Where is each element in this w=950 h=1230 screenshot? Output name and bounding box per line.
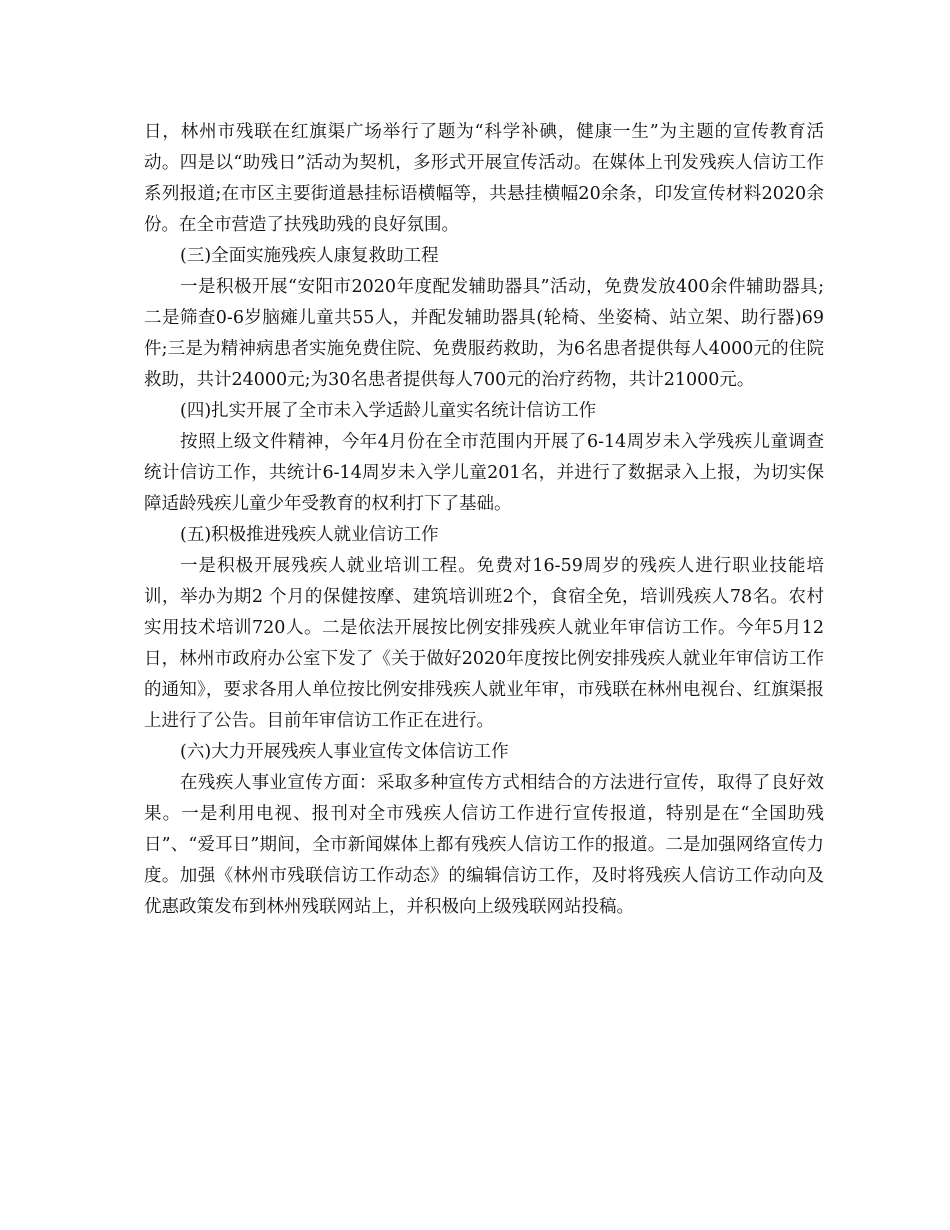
body-paragraph: 日，林州市残联在红旗渠广场举行了题为“科学补碘，健康一生”为主题的宣传教育活动。四是以“助残日”活动为契机，多形式开展宣传活动。在媒体上刊发残疾人信访工作系列报道;在市区主要街道悬挂标语横幅等，共悬挂横幅20余条，印发宣传材料2020余份。在全市营造了扶残助残的良好氛围。 bbox=[144, 122, 824, 235]
document-body bbox=[144, 117, 824, 923]
body-paragraph: 在残疾人事业宣传方面：采取多种宣传方式相结合的方法进行宣传，取得了良好效果。一是利用电视、报刊对全市残疾人信访工作进行宣传报道，特别是在“全国助残日”、“爱耳日”期间，全市新闻媒体上都有残疾人信访工作的报道。二是加强网络宣传力度。加强《林州市残联信访工作动态》的编辑信访工作，及时将残疾人信访工作动向及优惠政策发布到林州残联网站上，并积极向上级残联网站投稿。 bbox=[144, 773, 824, 917]
body-paragraph: 按照上级文件精神，今年4月份在全市范围内开展了6-14周岁未入学残疾儿童调查统计信访工作，共统计6-14周岁未入学儿童201名，并进行了数据录入上报，为切实保障适龄残疾儿童少年受教育的权利打下了基础。 bbox=[144, 432, 824, 514]
section-heading: (四)扎实开展了全市未入学适龄儿童实名统计信访工作 bbox=[180, 401, 597, 421]
section-heading: (五)积极推进残疾人就业信访工作 bbox=[180, 525, 439, 545]
body-paragraph: 一是积极开展残疾人就业培训工程。免费对16-59周岁的残疾人进行职业技能培训，举办为期2 个月的保健按摩、建筑培训班2个，食宿全免，培训残疾人78名。农村实用技术培训720人。二是依法开展按比例安排残疾人就业年审信访工作。今年5月12日，林州市政府办公室下发了《关于做好2020年度按比例安排残疾人就业年审信访工作的通知》，要求各用人单位按比例安排残疾人就业年审，市残联在林州电视台、红旗渠报上进行了公告。目前年审信访工作正在进行。 bbox=[144, 556, 824, 731]
body-paragraph: 一是积极开展“安阳市2020年度配发辅助器具”活动，免费发放400余件辅助器具;二是筛查0-6岁脑瘫儿童共55人，并配发辅助器具(轮椅、坐姿椅、站立架、助行器)69件;三是为精神病患者实施免费住院、免费服药救助，为6名患者提供每人4000元的住院救助，共计24000元;为30名患者提供每人700元的治疗药物，共计21000元。 bbox=[144, 277, 824, 390]
section-heading: (六)大力开展残疾人事业宣传文体信访工作 bbox=[180, 742, 509, 762]
section-heading: (三)全面实施残疾人康复救助工程 bbox=[180, 246, 439, 266]
